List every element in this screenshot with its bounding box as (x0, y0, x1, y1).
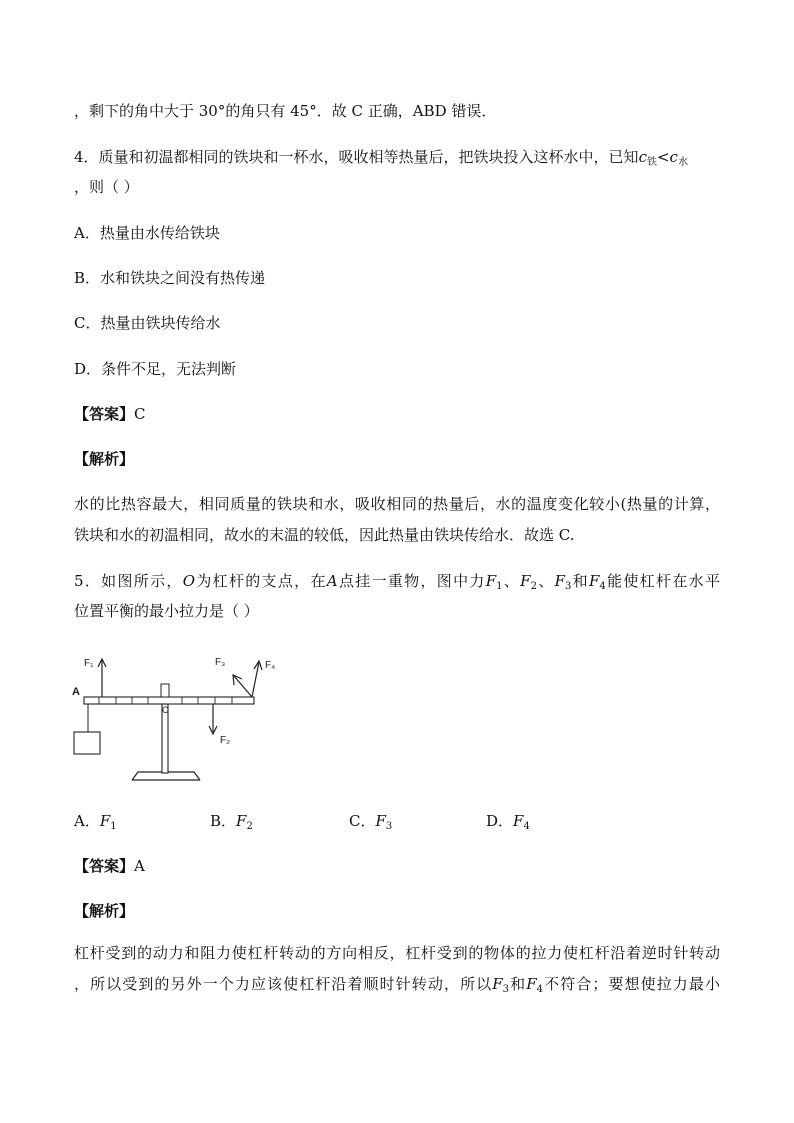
hanging-weight (74, 732, 100, 754)
q5-stem-line2: 位置平衡的最小拉力是（ ） (74, 602, 259, 620)
label-f1: F₁ (84, 658, 94, 669)
answer-label: 【答案】 (74, 405, 135, 423)
q5-option-b: B．$F_2$ (210, 812, 253, 832)
label-f2: F₂ (220, 735, 230, 746)
answer-value: A (134, 857, 145, 875)
q4-option-c: C．热量由铁块传给水 (74, 314, 221, 332)
q4-answer (74, 403, 720, 425)
q4-option-a: A．热量由水传给铁块 (74, 224, 220, 242)
label-f3: F₃ (215, 657, 226, 668)
q4-c-iron: $c_铁<c_水$ (638, 148, 688, 168)
q4-analysis-label: 【解析】 (74, 450, 135, 468)
q5-analysis-line1: 杠杆受到的动力和阻力使杠杆转动的方向相反，杠杆受到的物体的拉力使杠杆沿着逆时针转动 (74, 944, 720, 962)
q5-analysis-label: 【解析】 (74, 902, 135, 920)
q4-analysis-line1: 水的比热容最大，相同质量的铁块和水，吸收相同的热量后，水的温度变化较小(热量的计算， (74, 495, 720, 513)
answer-label: 【答案】 (74, 857, 135, 875)
label-a: A (72, 686, 80, 698)
lever-bar (84, 697, 254, 704)
label-o: O (162, 705, 170, 715)
prev-explanation-tail: ，剩下的角中大于 30°的角只有 45°．故 C 正确，ABD 错误． (74, 102, 497, 120)
force-f3-arrow (234, 676, 252, 697)
q5-analysis-line2: ，所以受到的另外一个力应该使杠杆沿着顺时针转动，所以$F_3$和$F_4$不符合；要想使拉力最小 (74, 975, 720, 995)
label-f4: F₄ (265, 660, 276, 671)
q4-option-d: D．条件不足，无法判断 (74, 360, 237, 378)
q5-stem-line1: 5．如图所示，O为杠杆的支点，在A点挂一重物，图中力$F_1$、$F_2$、$F_3$和$F_4$能使杠杆在水平 (74, 572, 720, 592)
q4-analysis-line2: 铁块和水的初温相同，故水的末温的较低，因此热量由铁块传给水．故选 C. (74, 526, 575, 544)
q5-answer (74, 855, 720, 877)
q4-stem-part1: 4．质量和初温都相同的铁块和一杯水，吸收相等热量后，把铁块投入这杯水中，已知 (74, 148, 639, 166)
pivot-block (161, 684, 169, 697)
q4-stem-line1 (74, 146, 720, 168)
q4-stem-line2: ，则（ ） (74, 178, 139, 196)
lever-diagram (70, 648, 290, 788)
answer-value: C (134, 405, 146, 423)
q5-option-c: C．$F_3$ (349, 812, 393, 832)
q4-option-b: B．水和铁块之间没有热传递 (74, 269, 266, 287)
q5-option-d: D．$F_4$ (486, 812, 530, 832)
q5-option-a: A．$F_1$ (74, 812, 117, 832)
